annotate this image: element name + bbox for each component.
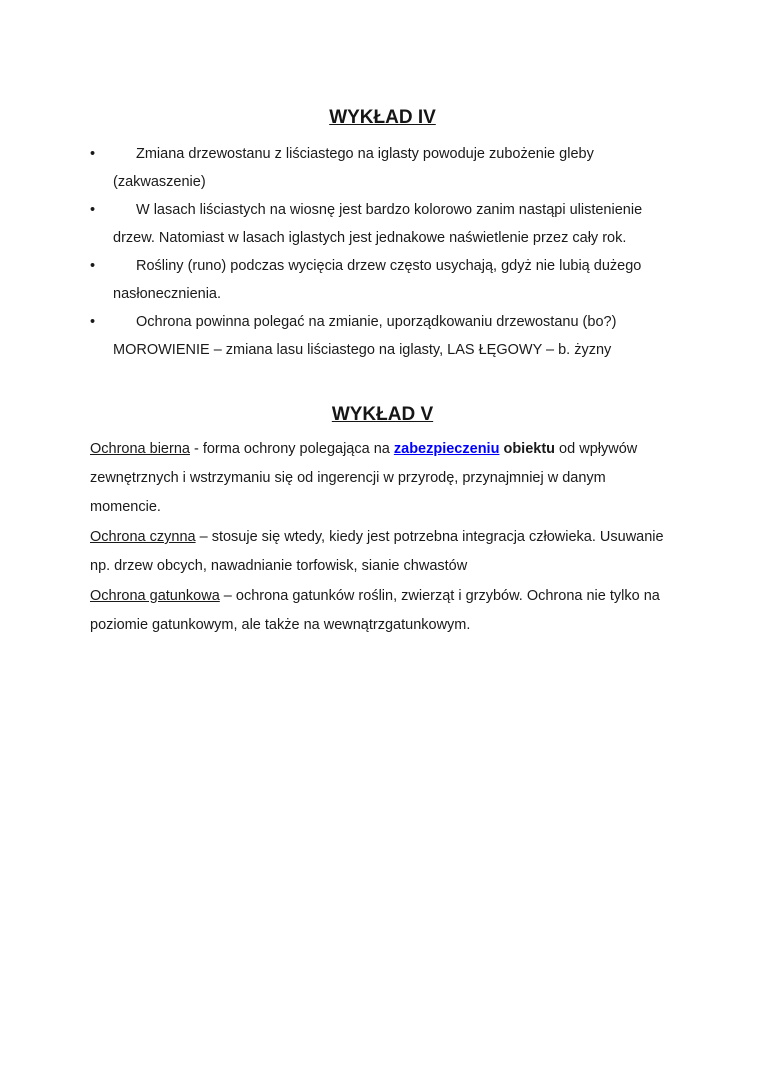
lecture4-title-text: WYKŁAD IV [329, 107, 436, 128]
definition-text: - forma ochrony polegająca na [189, 441, 394, 457]
bullet-text-line2: nasłonecznienia. [113, 286, 222, 302]
definition-text: od wpływów [555, 441, 638, 457]
lecture4-bullet-list [90, 140, 675, 364]
bullet-text-line2: drzew. Natomiast w lasach iglastych jest jednakowe naświetlenie przez cały rok. [113, 230, 627, 246]
definition-term: Ochrona gatunkowa [90, 588, 220, 604]
list-item [90, 196, 675, 252]
definition-term: Ochrona bierna [90, 441, 190, 457]
bullet-text-line1: Rośliny (runo) podczas wycięcia drzew często usychają, gdyż nie lubią dużego [136, 258, 642, 274]
bullet-text-line2: (zakwaszenie) [113, 174, 206, 190]
bullet-icon: • [90, 314, 96, 330]
definition-text-line2: poziomie gatunkowym, ale także na wewnątrzgatunkowym. [90, 617, 471, 633]
definition-text: – ochrona gatunków roślin, zwierząt i grzybów. Ochrona nie tylko na [219, 588, 660, 604]
bullet-icon: • [90, 258, 96, 274]
definition-text-line2: np. drzew obcych, nawadnianie torfowisk, sianie chwastów [90, 558, 468, 574]
zabezpieczeniu-hyperlink[interactable]: zabezpieczeniu [393, 441, 500, 457]
bullet-text-line2: MOROWIENIE – zmiana lasu liściastego na iglasty, LAS ŁĘGOWY – b. żyzny [113, 342, 612, 358]
lecture4-title [90, 107, 675, 128]
bullet-text-line1: Zmiana drzewostanu z liściastego na iglasty powoduje zubożenie gleby [136, 146, 594, 162]
bullet-icon: • [90, 146, 96, 162]
bullet-text-line1: W lasach liściastych na wiosnę jest bardzo kolorowo zanim nastąpi ulistenienie [136, 202, 643, 218]
list-item [90, 140, 675, 196]
definition-text-line2: zewnętrznych i wstrzymaniu się od ingerencji w przyrodę, przynajmniej w danym momencie. [90, 470, 606, 515]
definition-text: – stosuje się wtedy, kiedy jest potrzebna integracja człowieka. Usuwanie [195, 529, 664, 545]
paragraph-ochrona-bierna [90, 435, 675, 522]
paragraph-ochrona-czynna [90, 523, 675, 581]
definition-bold-text: obiektu [499, 441, 556, 457]
lecture5-title [90, 404, 675, 425]
lecture5-paragraphs [90, 435, 675, 640]
list-item [90, 252, 675, 308]
list-item [90, 308, 675, 364]
definition-term: Ochrona czynna [90, 529, 196, 545]
paragraph-ochrona-gatunkowa [90, 582, 675, 640]
bullet-icon: • [90, 202, 96, 218]
lecture5-title-text: WYKŁAD V [331, 404, 434, 425]
bullet-text-line1: Ochrona powinna polegać na zmianie, uporządkowaniu drzewostanu (bo?) [136, 314, 617, 330]
